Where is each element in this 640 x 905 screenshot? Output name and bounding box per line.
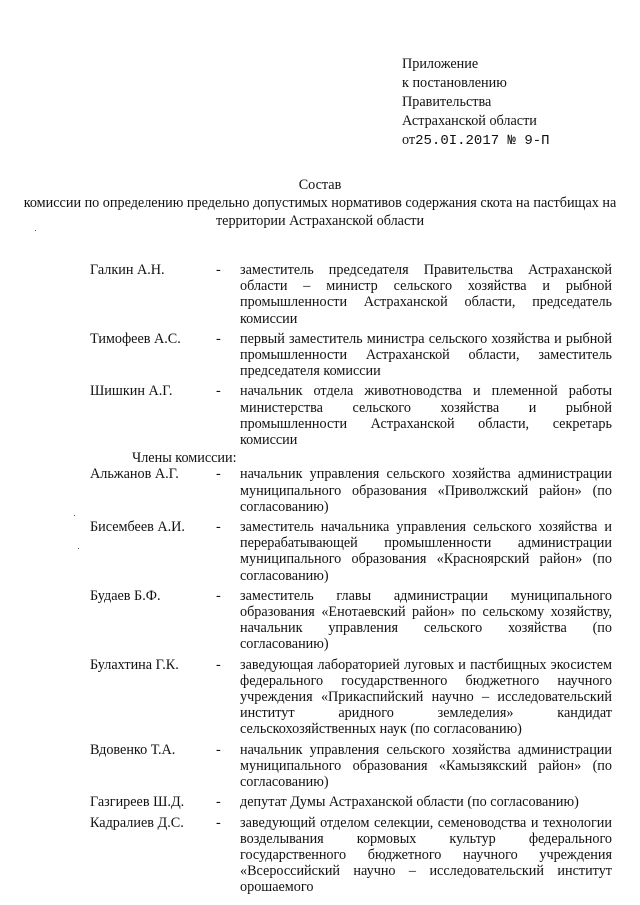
member-row xyxy=(90,262,612,327)
member-name: Бисембеев А.И. xyxy=(90,519,185,536)
member-desc: заведующий отделом селекции, семеноводства и технологии возделывания кормовых культур федерального государственного бюджетного научного учреждения «Всероссийский научно – исследовательский институт орошаемого xyxy=(240,814,612,896)
date-value: 25.0I.2017 № 9-П xyxy=(415,133,550,149)
title-heading: Состав xyxy=(298,177,342,193)
member-desc: заведующая лабораторией луговых и пастбищных экосистем федерального государственного бюджетного научного учреждения «Прикаспийский научно – исследовательский институт аридного земледелия» кандидат сельскохозяйственных наук (по согласованию) xyxy=(240,656,612,738)
members-heading: Члены комиссии: xyxy=(132,450,237,467)
member-row xyxy=(90,383,612,448)
scan-speck xyxy=(74,515,75,516)
member-row xyxy=(90,331,612,380)
appendix-line: Приложение xyxy=(402,56,479,72)
scan-speck xyxy=(35,230,36,231)
member-name: Тимофеев А.С. xyxy=(90,330,181,347)
member-desc: начальник управления сельского хозяйства администрации муниципального образования «Приволжский район» (по согласованию) xyxy=(240,466,612,515)
appendix-line: Астраханской области xyxy=(402,113,537,129)
member-dash: - xyxy=(216,741,221,758)
member-desc: заместитель главы администрации муниципального образования «Енотаевский район» по сельскому хозяйству, начальник управления сельского хозяйства (по согласованию) xyxy=(240,587,612,653)
member-row xyxy=(90,794,612,810)
scan-speck xyxy=(78,548,79,549)
appendix-line: Правительства xyxy=(402,94,492,110)
member-dash: - xyxy=(216,330,221,347)
member-dash: - xyxy=(216,587,221,604)
member-desc: начальник отдела животноводства и племенной работы министерства сельского хозяйства и рыбной промышленности Астраханской области, секретарь комиссии xyxy=(240,383,612,449)
member-desc: первый заместитель министра сельского хозяйства и рыбной промышленности Астраханской области, заместитель председателя комиссии xyxy=(240,330,612,380)
title-subtitle: комиссии по определению предельно допустимых нормативов содержания скота на пастбищах на территории Астраханской области xyxy=(23,195,617,229)
member-row xyxy=(90,466,612,515)
member-desc: депутат Думы Астраханской области (по согласованию) xyxy=(240,794,579,811)
member-row xyxy=(90,519,612,584)
member-desc: заместитель председателя Правительства Астраханской области – министр сельского хозяйства и рыбной промышленности Астраханской области, председатель комиссии xyxy=(240,262,612,327)
member-name: Галкин А.Н. xyxy=(90,262,165,278)
member-name: Газгиреев Ш.Д. xyxy=(90,794,185,811)
member-name: Вдовенко Т.А. xyxy=(90,741,176,758)
member-dash: - xyxy=(216,262,221,278)
member-dash: - xyxy=(216,794,221,811)
member-dash: - xyxy=(216,383,221,400)
member-name: Кадралиев Д.С. xyxy=(90,814,184,831)
appendix-date-line xyxy=(402,131,550,151)
appendix-line: к постановлению xyxy=(402,75,507,91)
date-prefix: от xyxy=(402,132,416,148)
member-name: Альжанов А.Г. xyxy=(90,466,179,483)
member-name: Булахтина Г.К. xyxy=(90,656,179,673)
member-dash: - xyxy=(216,656,221,673)
member-row xyxy=(90,657,612,738)
member-dash: - xyxy=(216,466,221,483)
member-desc: заместитель начальника управления сельского хозяйства и перерабатывающей промышленности администрации муниципального образования «Красноярский район» (по согласованию) xyxy=(240,519,612,584)
member-name: Будаев Б.Ф. xyxy=(90,587,161,604)
document-title xyxy=(0,176,640,230)
member-name: Шишкин А.Г. xyxy=(90,383,173,400)
member-dash: - xyxy=(216,814,221,831)
member-row xyxy=(90,742,612,791)
members-list xyxy=(90,262,612,900)
appendix-block xyxy=(402,55,550,151)
member-row xyxy=(90,588,612,653)
member-desc: начальник управления сельского хозяйства администрации муниципального образования «Камызякский район» (по согласованию) xyxy=(240,741,612,791)
member-row xyxy=(90,815,612,896)
member-dash: - xyxy=(216,519,221,536)
